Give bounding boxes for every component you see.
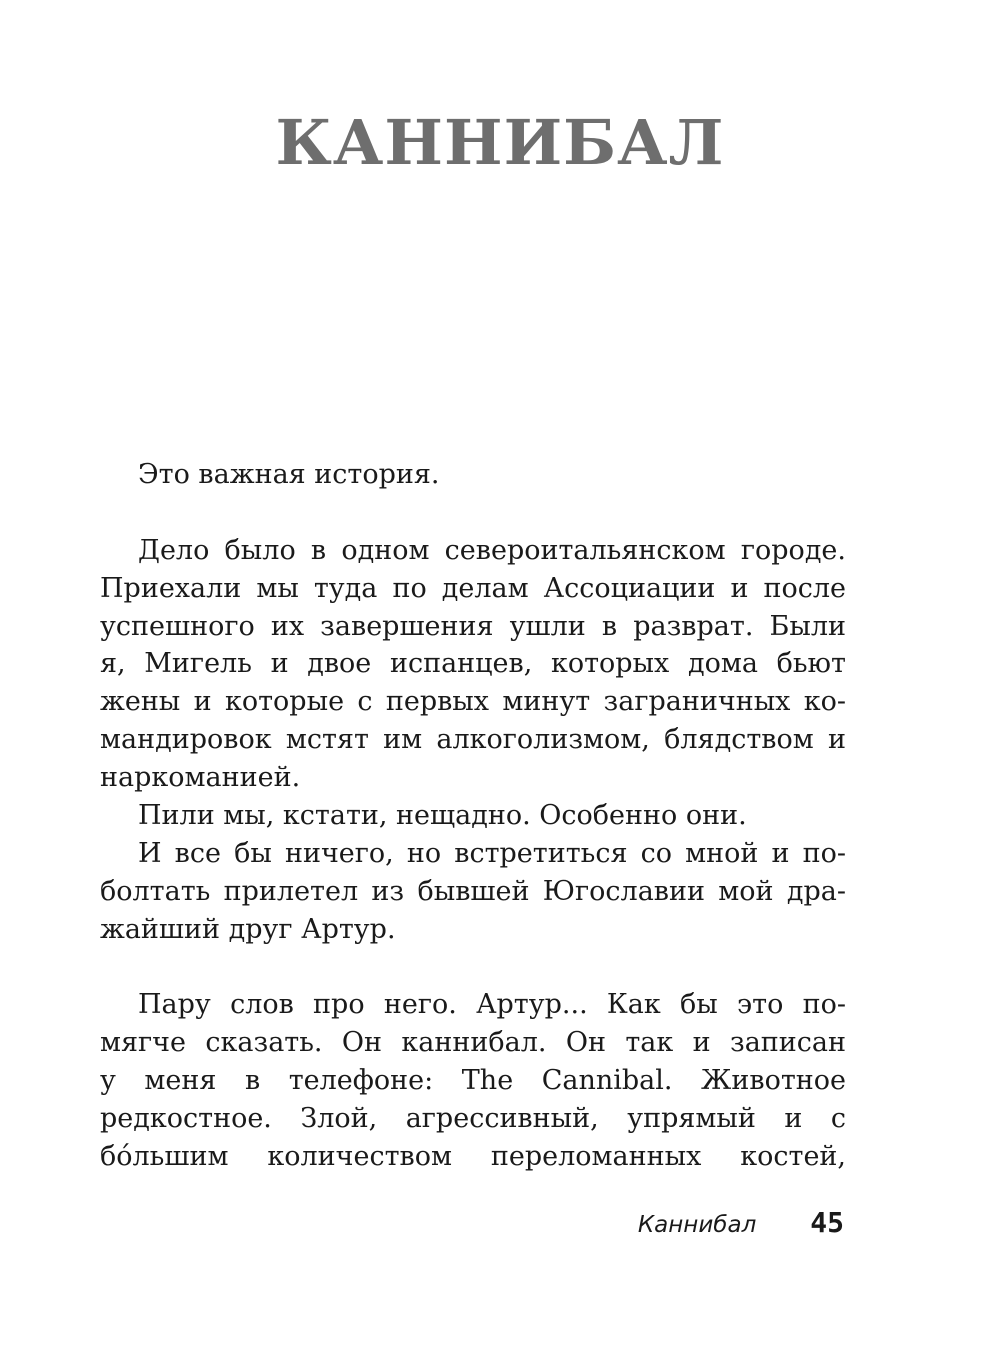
page-number: 45 — [810, 1206, 844, 1239]
text-line: Приехали мы туда по делам Ассоциации и после — [100, 572, 846, 604]
text-line: Пару слов про него. Артур... Как бы это по- — [138, 989, 846, 1021]
text-line: Дело было в одном североитальянском городе. — [138, 534, 846, 566]
running-title: Каннибал — [637, 1212, 757, 1238]
text-line: наркоманией. — [100, 762, 301, 794]
chapter-title: КАННИБАЛ — [275, 106, 725, 179]
text-line: мягче сказать. Он каннибал. Он так и записан — [100, 1027, 846, 1059]
text-line: успешного их завершения ушли в разврат. Были — [100, 610, 846, 642]
text-line: Пили мы, кстати, нещадно. Особенно они. — [138, 800, 747, 832]
text-line: жены и которые с первых минут заграничных ко- — [100, 686, 846, 718]
text-line: И все бы ничего, но встретиться со мной и по- — [138, 837, 846, 869]
paragraph-gap — [100, 494, 846, 532]
text-line: у меня в телефоне: The Cannibal. Животное — [100, 1065, 846, 1097]
body-text — [100, 456, 846, 1176]
text-line: Это важная история. — [138, 459, 440, 490]
text-line: жайший друг Артур. — [100, 913, 396, 945]
text-line: мандировок мстят им алкоголизмом, блядством и — [100, 724, 846, 756]
text-line: редкостное. Злой, агрессивный, упрямый и с — [100, 1103, 846, 1135]
text-line: бóльшим количеством переломанных костей, — [100, 1141, 846, 1173]
text-line: болтать прилетел из бывшей Югославии мой дра- — [100, 875, 846, 907]
paragraph-gap — [100, 949, 846, 987]
page-footer — [638, 1206, 844, 1246]
text-line: я, Мигель и двое испанцев, которых дома бьют — [100, 648, 846, 680]
